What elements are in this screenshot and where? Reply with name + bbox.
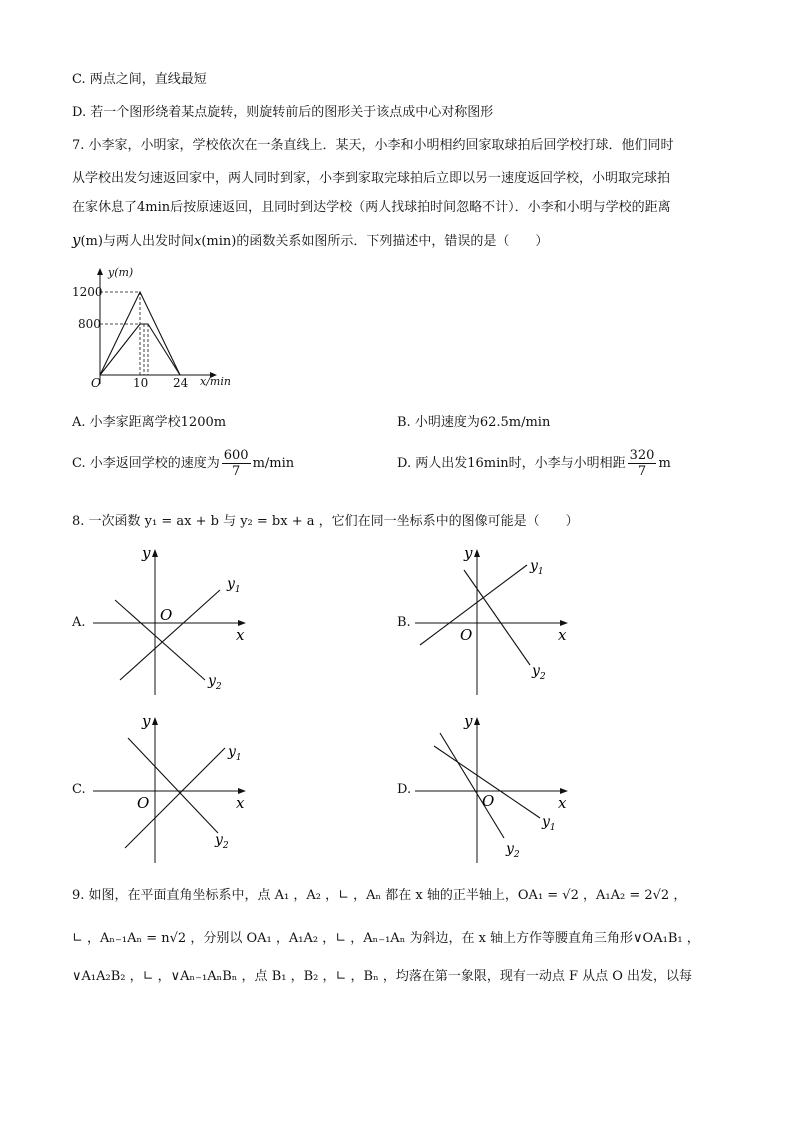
svg-text:y1: $y_1$	[542, 814, 556, 833]
svg-text:y: y	[142, 544, 151, 562]
q7-option-c-text: C. 小李返回学校的速度为	[72, 456, 220, 471]
q9-stem-line-2: ∟ ，Aₙ₋₁Aₙ = n√2 ，分别以 OA₁ ，A₁A₂ ，∟ ，Aₙ₋₁Aₙ 为斜边，在 x 轴上方作等腰直角三角形∨OA₁B₁ ，	[72, 931, 700, 946]
svg-text:x: x	[558, 794, 567, 812]
q7-text-b: (m)与两人出发时间	[80, 234, 194, 249]
svg-text:O: O	[160, 606, 173, 624]
q7-option-c-unit: m/min	[252, 456, 295, 471]
q7-origin: O	[91, 376, 101, 390]
line-y2	[128, 738, 218, 833]
q7-stem-line-3: 在家休息了4min后按原速返回，且同时到达学校（两人找球拍时间忽略不计）．小李和小明与学校的距离	[72, 200, 671, 215]
svg-text:y2: $y_2$	[506, 841, 520, 860]
svg-text:y: y	[464, 712, 473, 730]
q7-option-c	[72, 448, 294, 479]
q8-label-d: D.	[397, 782, 412, 797]
svg-text:x: x	[236, 626, 245, 644]
q7-option-d-fraction	[628, 448, 657, 479]
q7-stem-line-4	[72, 230, 548, 249]
q7-stem-line-2: 从学校出发匀速返回家中，两人同时到家，小李到家取完球拍后立即以另一速度返回学校，小明取完球拍	[72, 171, 671, 186]
svg-text:y1: $y_1$	[228, 744, 242, 763]
svg-text:O: O	[482, 792, 495, 810]
q8-label-b: B.	[397, 615, 411, 630]
q7-tick-24: 24	[173, 376, 189, 390]
line-y1	[120, 590, 220, 680]
y-axis-arrow	[97, 268, 103, 275]
q8-stem: 8. 一次函数 y₁ = ax + b 与 y₂ = bx + a ，它们在同一坐标系中的图像可能是（ ）	[72, 514, 579, 529]
fraction-numerator: 600	[223, 448, 249, 463]
fraction-numerator: 320	[629, 448, 655, 463]
line-y1	[420, 565, 527, 645]
svg-text:y1: $y_1$	[227, 576, 241, 595]
var-y: y	[72, 231, 81, 249]
q6-option-c: C. 两点之间，直线最短	[72, 72, 207, 87]
q7-y-axis-label: y(m)	[108, 266, 134, 279]
q7-option-d-unit: m	[658, 456, 671, 471]
line-y2	[440, 733, 504, 838]
svg-text:y1: $y_1$	[530, 558, 544, 577]
q7-x-axis-label: x/min	[200, 375, 231, 388]
q8-graph-b	[412, 540, 582, 700]
svg-text:y2: $y_2$	[215, 832, 229, 851]
q7-option-a: A. 小李家距离学校1200m	[72, 415, 227, 430]
q7-option-b: B. 小明速度为62.5m/min	[397, 415, 551, 430]
q7-tick-1200: 1200	[72, 285, 103, 299]
q7-text-d: (min)的函数关系如图所示．下列描述中，错误的是（ ）	[201, 234, 549, 249]
q9-stem-line-3: ∨A₁A₂B₂ ，∟ ，∨Aₙ₋₁AₙBₙ ，点 B₁ ，B₂ ，∟ ，Bₙ ，均落在第一象限，现有一动点 F 从点 O 出发，以每	[72, 969, 693, 984]
svg-text:y: y	[464, 544, 473, 562]
q7-stem-line-1: 7. 小李家，小明家，学校依次在一条直线上．某天，小李和小明相约回家取球拍后回学校打球．他们同时	[72, 138, 674, 153]
var-x: x	[193, 234, 202, 249]
q8-graph-d	[412, 708, 582, 868]
q7-option-d-text: D. 两人出发16min时，小李与小明相距	[397, 456, 626, 471]
q8-label-a: A.	[72, 615, 86, 630]
svg-text:y2: $y_2$	[208, 673, 222, 692]
svg-text:x: x	[558, 626, 567, 644]
q7-tick-10: 10	[133, 376, 149, 390]
svg-text:x: x	[236, 794, 245, 812]
fraction-denominator: 7	[637, 464, 647, 479]
q7-tick-800: 800	[78, 317, 101, 331]
fraction-denominator: 7	[232, 464, 241, 479]
q7-option-c-fraction	[222, 448, 251, 479]
svg-text:y: y	[142, 712, 151, 730]
q8-graph-a	[90, 540, 260, 700]
line-y2	[464, 570, 530, 665]
q6-option-d: D. 若一个图形绕着某点旋转，则旋转前后的图形关于该点成中心对称图形	[72, 105, 494, 120]
svg-text:O: O	[137, 794, 150, 812]
q8-graph-c	[90, 708, 260, 868]
svg-text:O: O	[460, 626, 473, 644]
q8-label-c: C.	[72, 782, 86, 797]
q7-option-d	[397, 448, 671, 479]
svg-text:y2: $y_2$	[532, 663, 546, 682]
q9-stem-line-1: 9. 如图，在平面直角坐标系中，点 A₁ ，A₂ ，∟ ，Aₙ 都在 x 轴的正半轴上，OA₁ = √2 ，A₁A₂ = 2√2 ，	[72, 888, 687, 903]
